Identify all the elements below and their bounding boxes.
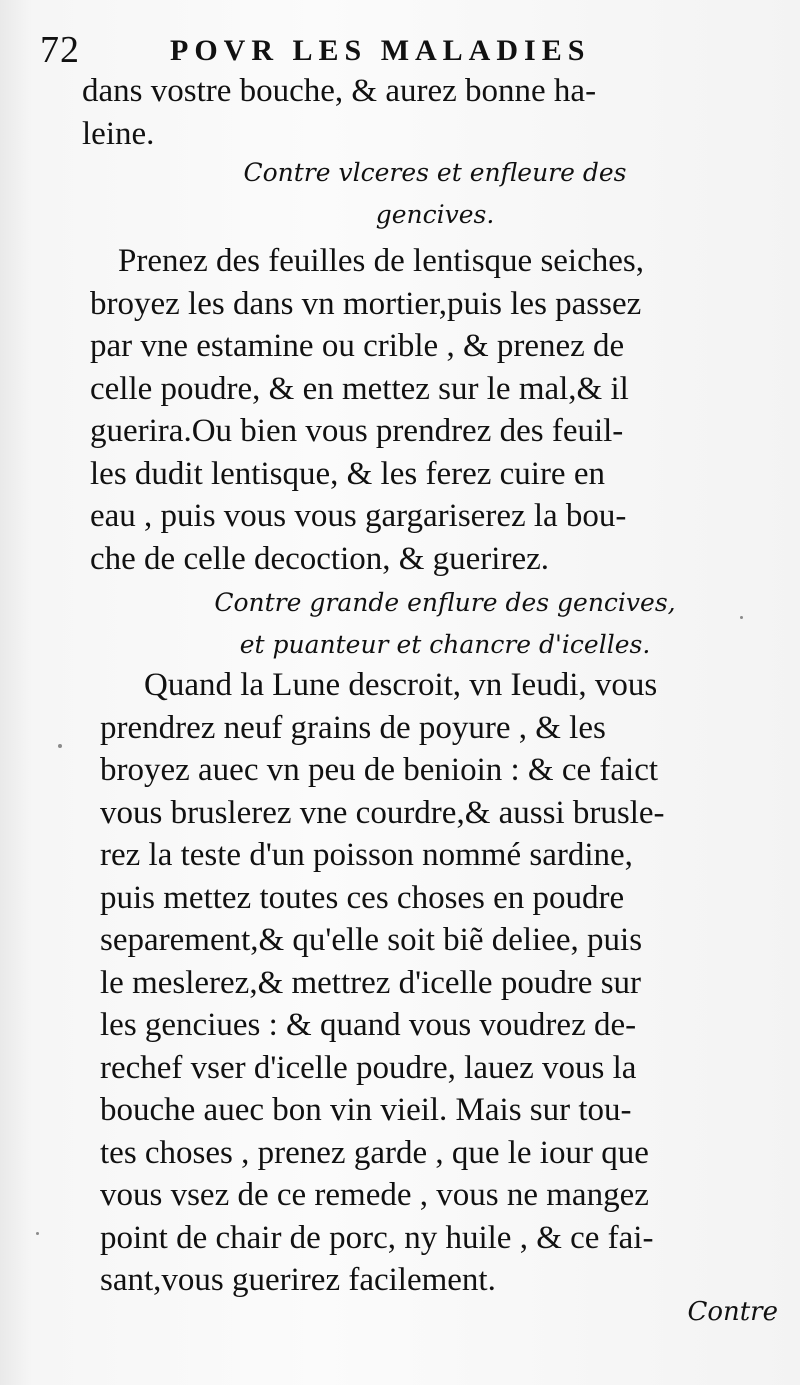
text-line: Quand la Lune descroit, vn Ieudi, vous xyxy=(144,667,658,703)
section-heading-swelling xyxy=(130,582,760,666)
heading-line: Contre grande enflure des gencives, xyxy=(214,588,676,617)
text-line: broyez les dans vn mortier,puis les passez xyxy=(90,285,642,322)
paragraph-lentisque-remedy xyxy=(90,240,800,580)
text-line: rechef vser d'icelle poudre, lauez vous la xyxy=(100,1049,637,1086)
text-line: vous bruslerez vne courdre,& aussi brusle- xyxy=(100,794,665,831)
text-line: leine. xyxy=(82,115,155,152)
text-line: les genciues : & quand vous voudrez de- xyxy=(100,1007,637,1043)
page-header xyxy=(40,30,760,70)
print-speck xyxy=(58,744,62,748)
text-line: eau , puis vous vous gargariserez la bou- xyxy=(90,498,627,534)
opening-text xyxy=(82,70,800,155)
heading-line: Contre vlceres et enfleure des xyxy=(243,158,627,187)
heading-line: gencives. xyxy=(375,200,495,229)
paragraph-moon-remedy xyxy=(100,664,800,1302)
text-line: rez la teste d'un poisson nommé sardine, xyxy=(100,837,633,873)
text-line: prendrez neuf grains de poyure , & les xyxy=(100,709,606,746)
text-line: dans vostre bouche, & aurez bonne ha- xyxy=(82,73,597,109)
section-heading-ulcers xyxy=(140,152,730,236)
heading-line: et puanteur et chancre d'icelles. xyxy=(239,630,651,659)
text-line: le meslerez,& mettrez d'icelle poudre sur xyxy=(100,964,642,1001)
text-line: par vne estamine ou crible , & prenez de xyxy=(90,328,625,364)
text-line: broyez auec vn peu de benioin : & ce faict xyxy=(100,752,659,788)
text-line: separement,& qu'elle soit biẽ deliee, puis xyxy=(100,922,643,958)
page-number: 72 xyxy=(40,29,80,71)
print-speck xyxy=(740,616,743,619)
text-line: vous vsez de ce remede , vous ne mangez xyxy=(100,1177,649,1213)
text-line: les dudit lentisque, & les ferez cuire en xyxy=(90,455,605,492)
text-line: puis mettez toutes ces choses en poudre xyxy=(100,879,625,916)
text-line: che de celle decoction, & guerirez. xyxy=(90,540,550,577)
catchword: Contre xyxy=(687,1297,778,1327)
text-line: point de chair de porc, ny huile , & ce fai- xyxy=(100,1219,654,1256)
running-title: POVR LES MALADIES xyxy=(170,34,591,67)
text-line: tes choses , prenez garde , que le iour que xyxy=(100,1134,649,1171)
text-line: guerira.Ou bien vous prendrez des feuil- xyxy=(90,413,624,449)
text-line: Prenez des feuilles de lentisque seiches, xyxy=(118,243,644,279)
print-speck xyxy=(36,1232,39,1235)
text-line: bouche auec bon vin vieil. Mais sur tou- xyxy=(100,1092,632,1128)
text-line: sant,vous guerirez facilement. xyxy=(100,1262,496,1298)
text-line: celle poudre, & en mettez sur le mal,& il xyxy=(90,370,629,407)
